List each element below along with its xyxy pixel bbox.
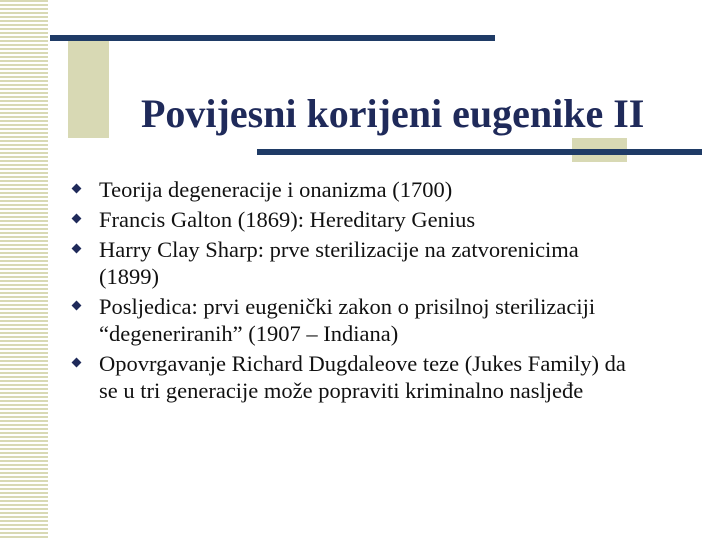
bullet-text: Teorija degeneracije i onanizma (1700) xyxy=(99,177,453,202)
diamond-bullet-icon xyxy=(72,301,82,311)
left-decorative-stripe xyxy=(0,0,48,540)
bullet-item-3 xyxy=(72,236,642,290)
slide-title: Povijesni korijeni eugenike II xyxy=(141,90,645,136)
diamond-bullet-icon xyxy=(72,184,82,194)
bullet-item-5 xyxy=(72,350,642,404)
diamond-bullet-icon xyxy=(72,358,82,368)
title-top-rule xyxy=(50,35,495,41)
diamond-bullet-icon xyxy=(72,214,82,224)
bullet-text: Harry Clay Sharp: prve sterilizacije na zatvorenicima (1899) xyxy=(99,237,579,289)
bullet-item-4 xyxy=(72,293,642,347)
bullet-text: Francis Galton (1869): Hereditary Genius xyxy=(99,207,476,232)
bullet-item-1 xyxy=(72,176,642,203)
bullet-text: Posljedica: prvi eugenički zakon o prisilnoj sterilizaciji “degeneriranih” (1907 – Indiana) xyxy=(99,294,596,346)
diamond-bullet-icon xyxy=(72,244,82,254)
bullet-text: Opovrgavanje Richard Dugdaleove teze (Jukes Family) da se u tri generacije može popraviti kriminalno nasljeđe xyxy=(99,351,626,403)
bullet-list xyxy=(72,176,642,407)
title-accent-box xyxy=(68,39,109,138)
bullet-item-2 xyxy=(72,206,642,233)
title-bottom-rule xyxy=(257,149,702,155)
